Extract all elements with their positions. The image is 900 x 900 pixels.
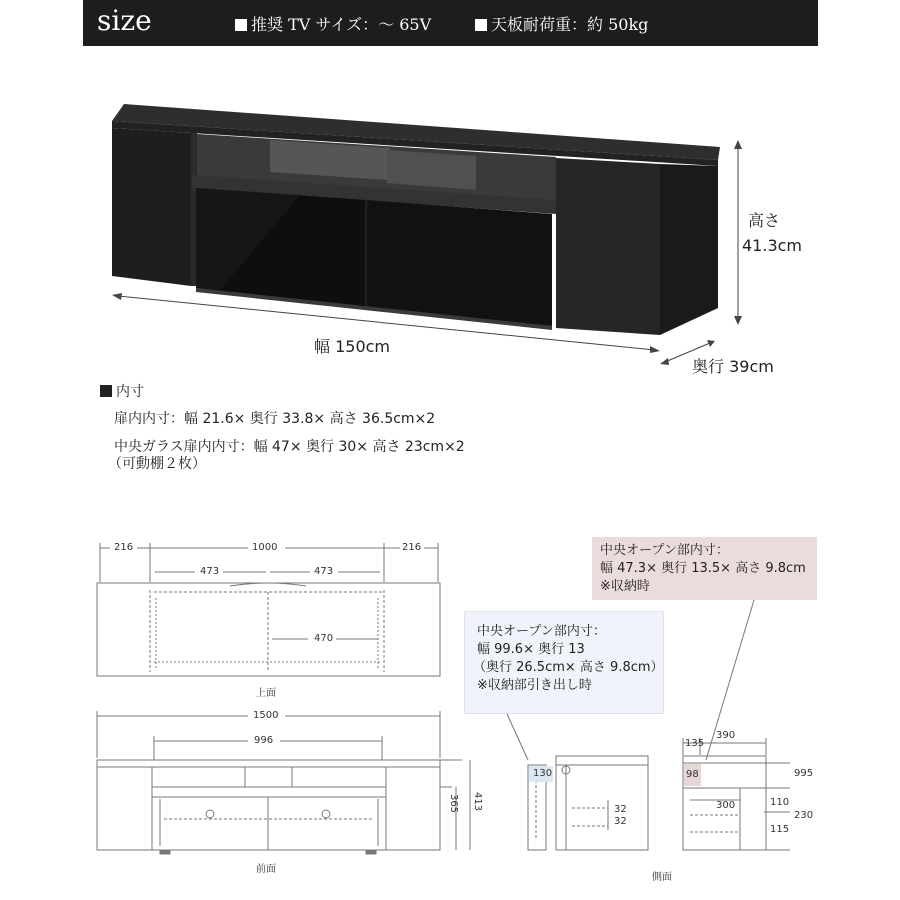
callout-pulled-out [464, 611, 664, 714]
spec-tv-size: 推奨 TV サイズ：～ 65V [235, 12, 431, 35]
callout-pulled-line2: 幅 99.6× 奥行 13 [477, 642, 585, 657]
front-view-caption: 前面 [256, 864, 276, 875]
side-dim-32b: 32 [614, 816, 627, 827]
callout-stored-line3: ※収納時 [600, 579, 650, 594]
spec-load: 天板耐荷重：約 50kg [475, 12, 648, 35]
callout-stored-line1: 中央オープン部内寸： [600, 543, 729, 558]
callout-pulled-line3: （奥行 26.5cm× 高さ 9.8cm） [473, 660, 664, 675]
top-view-caption: 上面 [256, 688, 276, 699]
callout-stored-line2: 幅 47.3× 奥行 13.5× 高さ 9.8cm [600, 561, 806, 576]
side-dim-110: 110 [770, 797, 790, 808]
side-dim-130: 130 [533, 768, 553, 779]
side-dim-300: 300 [716, 800, 736, 811]
callout-pulled-line4: ※収納部引き出し時 [477, 678, 592, 693]
height-value: 41.3cm [742, 236, 803, 255]
callout-pulled-line1: 中央オープン部内寸： [477, 624, 606, 639]
section-title: size [97, 4, 152, 37]
side-dim-98: 98 [686, 769, 699, 780]
top-dim-left: 216 [114, 542, 134, 553]
side-dim-995: 995 [794, 768, 814, 779]
top-dim-half-right: 473 [314, 566, 334, 577]
top-dim-center: 1000 [252, 542, 278, 553]
front-dim-h2: 413 [472, 791, 484, 812]
callout-stored [592, 537, 817, 600]
side-dim-390: 390 [716, 730, 736, 741]
side-view-caption: 側面 [652, 872, 672, 883]
glass-inner-dims: 中央ガラス扉内内寸：幅 47× 奥行 30× 高さ 23cm×2 [114, 439, 465, 455]
side-dim-115: 115 [770, 824, 790, 835]
glass-inner-note: （可動棚２枚） [108, 456, 206, 472]
front-dim-total: 1500 [253, 710, 279, 721]
depth-label: 奥行 39cm [692, 357, 774, 376]
side-dim-230: 230 [794, 810, 814, 821]
top-dim-inner: 470 [314, 633, 334, 644]
front-dim-center: 996 [254, 735, 274, 746]
front-dim-h1: 365 [448, 793, 460, 814]
top-dim-right: 216 [402, 542, 422, 553]
side-dim-32a: 32 [614, 804, 627, 815]
side-dim-135: 135 [685, 738, 705, 749]
height-label: 高さ [748, 211, 781, 230]
door-inner-dims: 扉内内寸：幅 21.6× 奥行 33.8× 高さ 36.5cm×2 [114, 411, 436, 427]
inner-heading: 内寸 [100, 383, 144, 401]
top-dim-half-left: 473 [200, 566, 220, 577]
width-label: 幅 150cm [314, 337, 391, 356]
